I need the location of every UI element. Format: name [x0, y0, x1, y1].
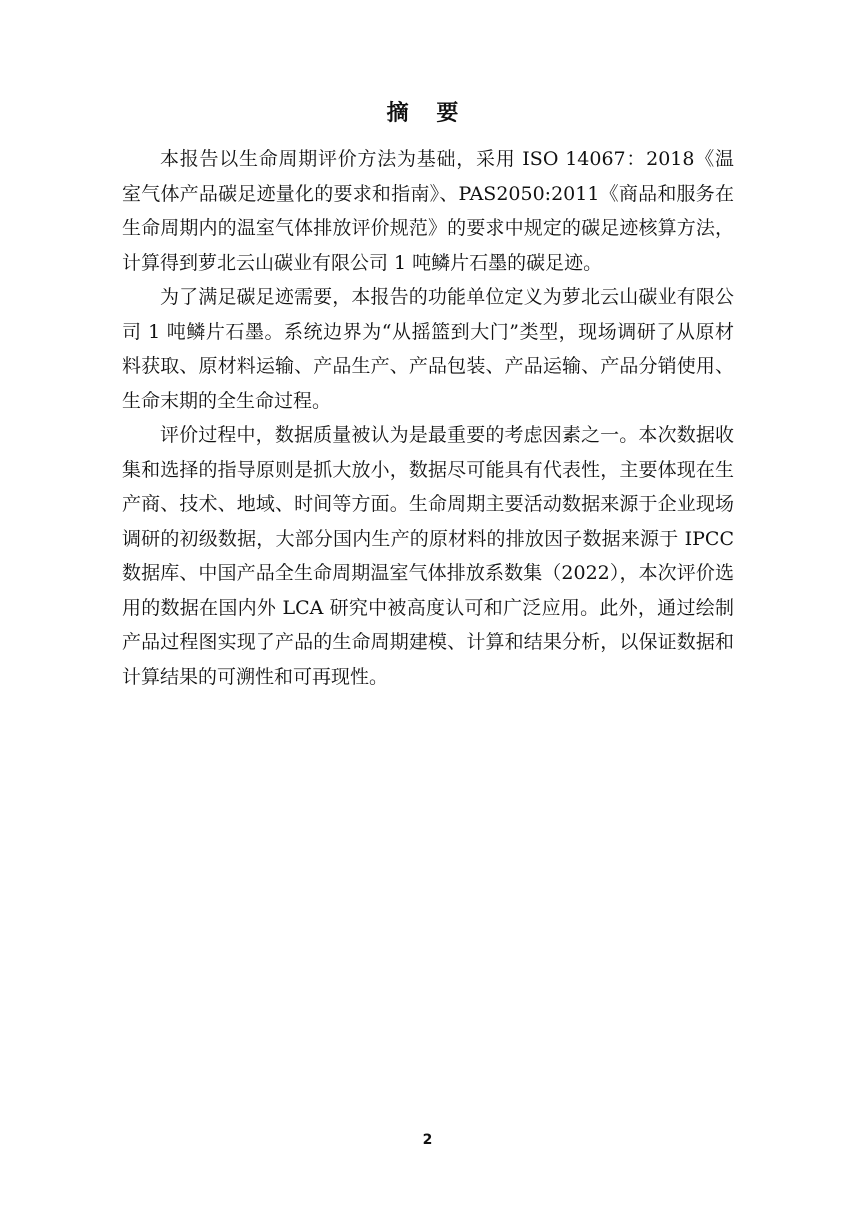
paragraph-method: 本报告以生命周期评价方法为基础，采用 ISO 14067：2018《温室气体产品碳足迹量化的要求和指南》、PAS2050:2011《商品和服务在生命周期内的温室气体排放评价规范》的要求中规定的碳足迹核算方法，计算得到萝北云山碳业有限公司 1 吨鳞片石墨的碳足迹。 [122, 148, 734, 274]
abstract-body [122, 142, 734, 694]
paragraph-data-quality: 评价过程中，数据质量被认为是最重要的考虑因素之一。本次数据收集和选择的指导原则是抓大放小，数据尽可能具有代表性，主要体现在生产商、技术、地域、时间等方面。生命周期主要活动数据来源于企业现场调研的初级数据，大部分国内生产的原材料的排放因子数据来源于 IPCC 数据库、中国产品全生命周期温室气体排放系数集（2022），本次评价选用的数据在国内外 LCA 研究中被高度认可和广泛应用。此外，通过绘制产品过程图实现了产品的生命周期建模、计算和结果分析，以保证数据和计算结果的可溯性和可再现性。 [122, 424, 734, 688]
page-number: 2 [422, 1132, 433, 1148]
paragraph-functional-unit: 为了满足碳足迹需要，本报告的功能单位定义为萝北云山碳业有限公司 1 吨鳞片石墨。系统边界为“从摇篮到大门”类型，现场调研了从原材料获取、原材料运输、产品生产、产品包装、产品运输、产品分销使用、生命末期的全生命过程。 [122, 286, 734, 412]
page-title: 摘 要 [386, 101, 469, 126]
